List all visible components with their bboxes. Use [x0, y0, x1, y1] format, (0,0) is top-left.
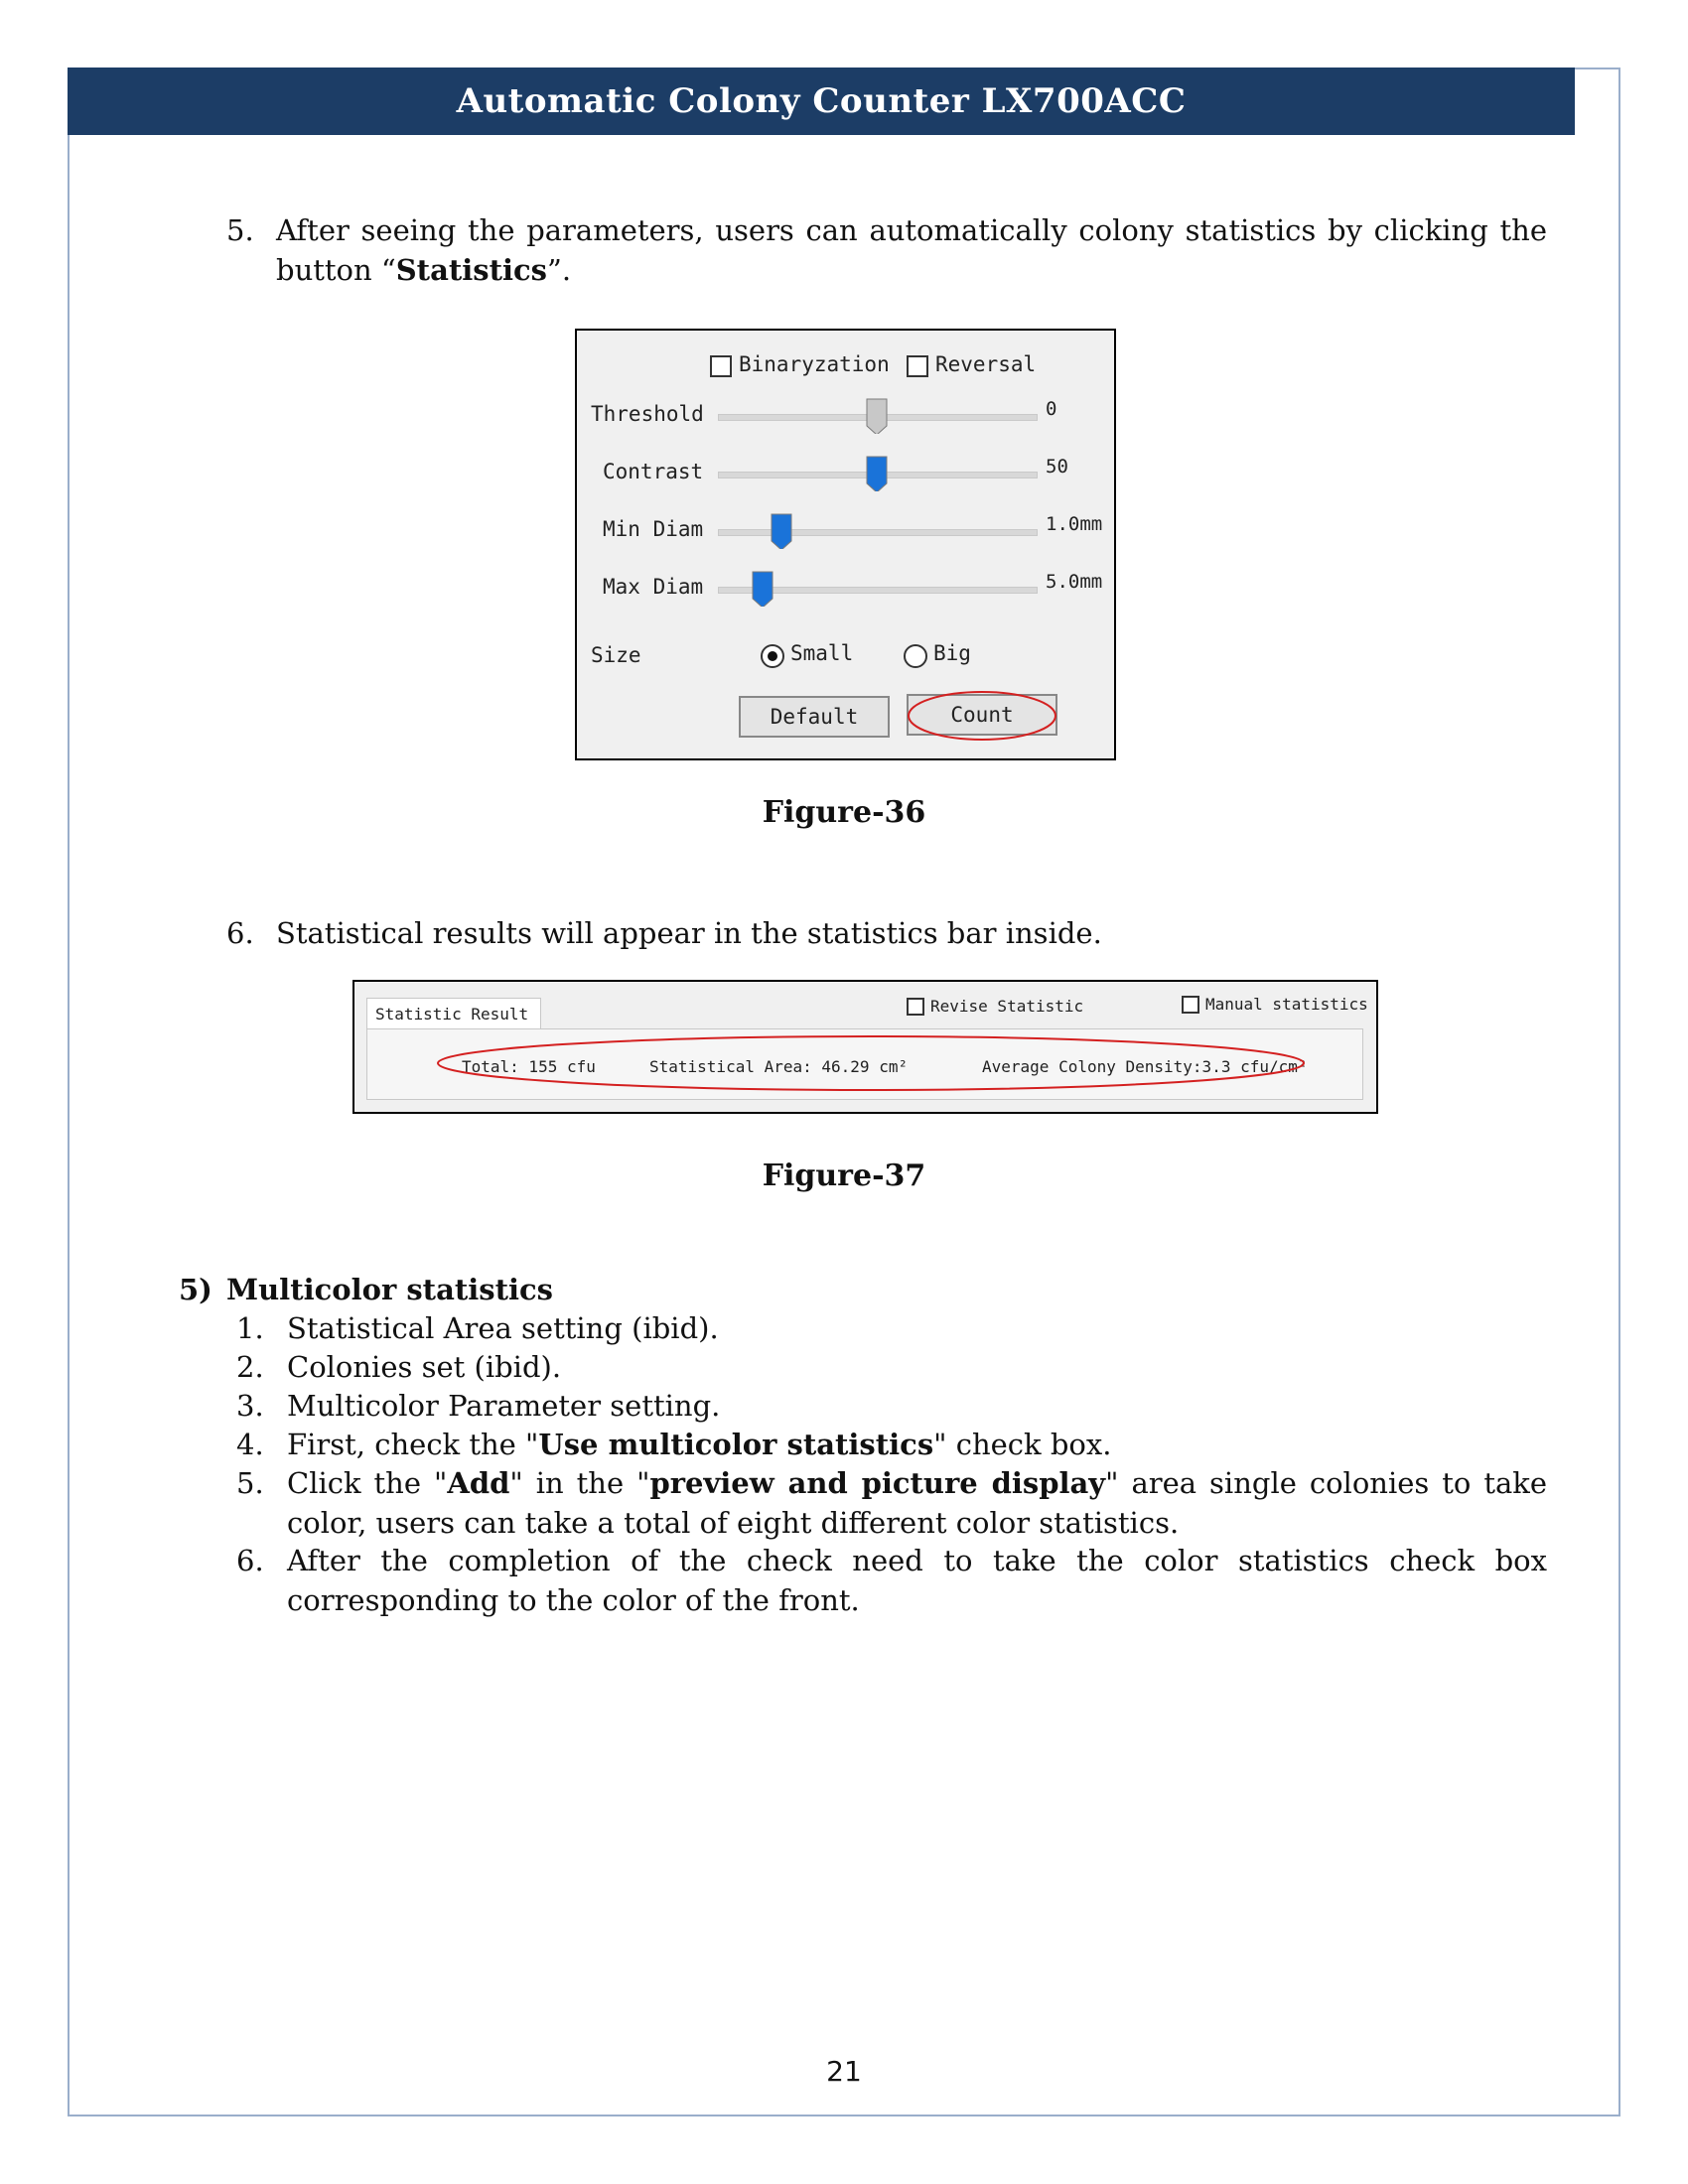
slider-thumb[interactable] — [771, 513, 792, 549]
step-number: 6. — [226, 916, 254, 950]
count-highlight-ellipse — [903, 688, 1061, 744]
list-item: Statistical Area setting (ibid). — [287, 1311, 719, 1345]
revise-statistic-checkbox[interactable] — [907, 998, 924, 1016]
slider-value: 0 — [1046, 398, 1057, 420]
list-item: Click the "Add" in the "preview and picture display" area single colonies to take color, users can take a total of eight different color statistics. — [287, 1466, 1548, 1540]
list-item: Multicolor Parameter setting. — [287, 1389, 721, 1423]
radio-small-label: Small — [790, 641, 854, 665]
page-number: 21 — [826, 2055, 862, 2088]
reversal-checkbox[interactable] — [907, 355, 928, 377]
step-5-text: After seeing the parameters, users can automatically colony statistics by clicking the button “Statistics”. — [276, 213, 1547, 287]
figure-37-panel — [352, 980, 1378, 1114]
revise-statistic-label: Revise Statistic — [930, 997, 1084, 1016]
slider-label-1: Contrast — [603, 460, 704, 483]
list-item-number: 3. — [236, 1389, 264, 1423]
step-number: 5. — [226, 213, 254, 247]
size-label: Size — [591, 643, 641, 667]
reversal-label: Reversal — [935, 352, 1037, 376]
radio-selected-dot — [768, 651, 777, 661]
result-highlight-ellipse — [426, 1031, 1320, 1095]
manual-statistics-checkbox[interactable] — [1182, 996, 1199, 1014]
radio-small[interactable] — [761, 644, 784, 668]
slider-value: 50 — [1046, 456, 1068, 478]
figure-36-panel — [575, 329, 1116, 760]
list-item-number: 5. — [236, 1466, 264, 1500]
manual-statistics-label: Manual statistics — [1205, 995, 1368, 1014]
slider-label-2: Min Diam — [603, 517, 704, 541]
list-item: Colonies set (ibid). — [287, 1350, 562, 1384]
slider-value: 1.0mm — [1046, 513, 1103, 535]
tab-statistic-result[interactable]: Statistic Result — [366, 998, 541, 1029]
radio-big[interactable] — [904, 644, 927, 668]
slider-value: 5.0mm — [1046, 571, 1103, 593]
slider-label-0: Threshold — [591, 402, 704, 426]
statistical-area: Statistical Area: 46.29 cm² — [649, 1057, 909, 1076]
list-item-number: 2. — [236, 1350, 264, 1384]
binaryzation-label: Binaryzation — [739, 352, 890, 376]
count-button[interactable]: Count — [907, 694, 1057, 736]
figure-37-caption: Figure-37 — [762, 1159, 926, 1193]
slider-thumb[interactable] — [866, 456, 888, 491]
average-colony-density: Average Colony Density:3.3 cfu/cm² — [982, 1057, 1308, 1076]
slider-thumb[interactable] — [866, 398, 888, 434]
list-item-number: 6. — [236, 1544, 264, 1577]
slider-label-3: Max Diam — [603, 575, 704, 599]
section-number: 5) — [179, 1273, 212, 1306]
page-header: Automatic Colony Counter LX700ACC — [68, 68, 1575, 135]
radio-big-label: Big — [933, 641, 971, 665]
step-6-text: Statistical results will appear in the statistics bar inside. — [276, 916, 1102, 950]
list-item: First, check the "Use multicolor statistics" check box. — [287, 1428, 1112, 1461]
slider-thumb[interactable] — [752, 571, 774, 607]
total-count: Total: 155 cfu — [462, 1057, 596, 1076]
slider-track[interactable] — [718, 529, 1038, 536]
list-item-number: 4. — [236, 1428, 264, 1461]
default-button[interactable]: Default — [739, 696, 890, 738]
figure-36-caption: Figure-36 — [762, 795, 926, 830]
list-item-number: 1. — [236, 1311, 264, 1345]
binaryzation-checkbox[interactable] — [710, 355, 732, 377]
list-item: After the completion of the check need to take the color statistics check box corresponding to the color of the front. — [287, 1544, 1547, 1617]
section-title: Multicolor statistics — [226, 1273, 553, 1306]
